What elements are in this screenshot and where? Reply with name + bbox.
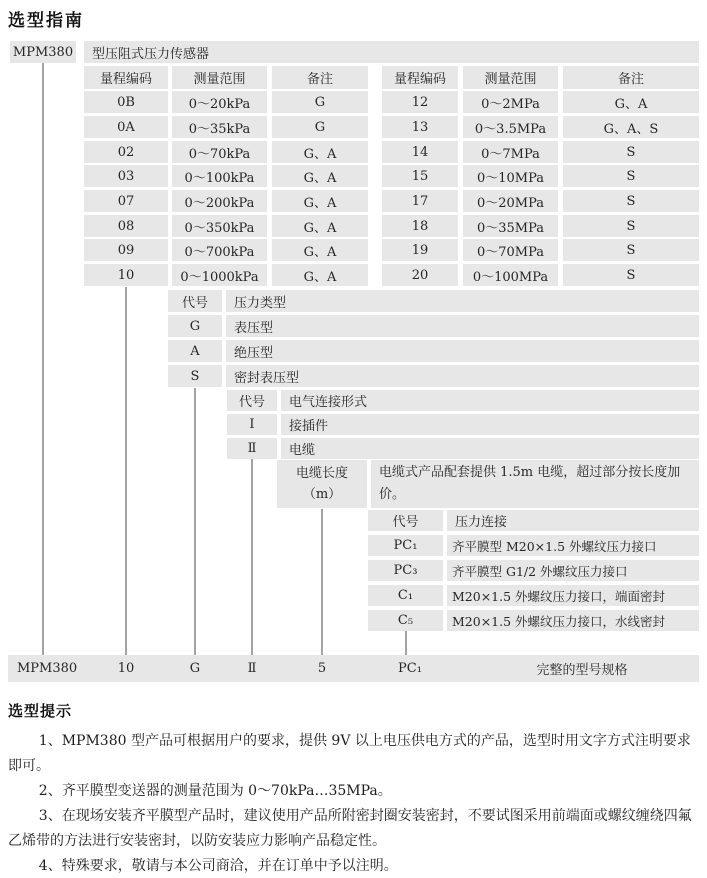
tip-paragraph: 2、齐平膜型变送器的测量范围为 0～70kPa…35MPa。	[38, 783, 392, 799]
tip-paragraph: 4、特殊要求，敬请与本公司商洽，并在订单中予以注明。	[38, 858, 398, 874]
range-code-cell: 0B	[84, 91, 168, 113]
range-value-cell: 0～7MPa	[463, 141, 558, 163]
connector-line	[321, 509, 323, 655]
example-pressure-type: G	[189, 661, 201, 676]
range-code-cell: 07	[84, 190, 168, 212]
tips-title: 选型提示	[8, 702, 73, 720]
electrical-label: 接插件	[281, 414, 699, 435]
range-value-cell: 0～100MPa	[463, 264, 558, 286]
range-value-cell: 0～70kPa	[172, 141, 267, 163]
cable-length-label-cell	[277, 460, 367, 508]
range-code-cell: 15	[382, 165, 458, 187]
connector-line	[42, 63, 44, 655]
pressure-type-label: 绝压型	[226, 340, 699, 362]
electrical-code: Ⅰ	[227, 414, 277, 435]
range-code-cell: 0A	[84, 116, 168, 138]
electrical-code-header: 代号	[227, 390, 277, 411]
selection-tips	[8, 700, 699, 878]
example-cable-length: 5	[317, 661, 327, 676]
connection-label: M20×1.5 外螺纹压力接口，端面密封	[447, 585, 699, 606]
connection-code-header: 代号	[368, 510, 443, 531]
range-value-cell: 0～3.5MPa	[463, 116, 558, 138]
note-cell: G、A	[272, 215, 368, 237]
note-cell: G、A、S	[563, 116, 699, 138]
electrical-label: 电缆	[281, 438, 699, 459]
electrical-code: Ⅱ	[227, 438, 277, 459]
range-code-cell: 19	[382, 239, 458, 261]
connection-code: C₅	[368, 610, 443, 631]
connector-line	[194, 388, 196, 655]
range-value-cell: 0～10MPa	[463, 165, 558, 187]
range-code-cell: 12	[382, 91, 458, 113]
column-header-range-code: 量程编码	[84, 66, 168, 89]
connection-label: 齐平膜型 G1/2 外螺纹压力接口	[447, 560, 699, 581]
column-header-range-code: 量程编码	[382, 66, 458, 89]
connection-code: PC₃	[368, 560, 443, 581]
range-value-cell: 0～1000kPa	[172, 264, 267, 286]
note-cell: S	[563, 165, 699, 187]
note-cell: G、A	[272, 190, 368, 212]
note-cell: S	[563, 190, 699, 212]
connection-label: 齐平膜型 M20×1.5 外螺纹压力接口	[447, 535, 699, 556]
connection-label: M20×1.5 外螺纹压力接口，水线密封	[447, 610, 699, 631]
pressure-type-code: G	[168, 315, 222, 337]
note-cell: G	[272, 91, 368, 113]
note-cell: S	[563, 239, 699, 261]
example-label: 完整的型号规格	[536, 663, 628, 678]
example-model: MPM380	[17, 661, 78, 676]
range-value-cell: 0～200kPa	[172, 190, 267, 212]
note-cell: S	[563, 264, 699, 286]
example-range-code: 10	[117, 661, 135, 676]
range-value-cell: 0～20MPa	[463, 190, 558, 212]
pressure-type-label: 密封表压型	[226, 365, 699, 387]
range-value-cell: 0～100kPa	[172, 165, 267, 187]
range-code-cell: 20	[382, 264, 458, 286]
column-header-range: 测量范围	[172, 66, 267, 89]
page-title: 选型指南	[8, 11, 84, 31]
note-cell: G、A	[272, 165, 368, 187]
note-cell: G、A	[272, 141, 368, 163]
note-cell: S	[563, 141, 699, 163]
range-code-cell: 13	[382, 116, 458, 138]
range-code-cell: 08	[84, 215, 168, 237]
cable-length-description: 电缆式产品配套提供 1.5m 电缆，超过部分按长度加价。	[371, 460, 699, 508]
example-electrical: Ⅱ	[247, 661, 257, 676]
pressure-type-label: 表压型	[226, 315, 699, 337]
range-value-cell: 0～35kPa	[172, 116, 267, 138]
note-cell: G、A	[563, 91, 699, 113]
range-value-cell: 0～700kPa	[172, 239, 267, 261]
electrical-header: 电气连接形式	[281, 390, 699, 411]
range-code-cell: 14	[382, 141, 458, 163]
column-header-range: 测量范围	[463, 66, 558, 89]
pressure-type-code: S	[168, 365, 222, 387]
range-code-cell: 18	[382, 215, 458, 237]
model-cell: MPM380	[10, 41, 76, 63]
range-value-cell: 0～35MPa	[463, 215, 558, 237]
range-code-cell: 02	[84, 141, 168, 163]
column-header-note: 备注	[563, 66, 699, 89]
pressure-type-code: A	[168, 340, 222, 362]
tip-paragraph: 3、在现场安装齐平膜型产品时，建议使用产品所附密封圈安装密封，不要试图采用前端面或螺纹缠绕四氟乙烯带的方法进行安装密封，以防安装应力影响产品稳定性。	[8, 808, 692, 849]
range-value-cell: 0～350kPa	[172, 215, 267, 237]
connection-code: PC₁	[368, 535, 443, 556]
connector-line	[251, 459, 253, 655]
range-value-cell: 0～2MPa	[463, 91, 558, 113]
note-cell: G	[272, 116, 368, 138]
range-value-cell: 0～20kPa	[172, 91, 267, 113]
range-code-cell: 03	[84, 165, 168, 187]
column-header-note: 备注	[272, 66, 368, 89]
note-cell: G、A	[272, 239, 368, 261]
connection-header: 压力连接	[447, 510, 699, 531]
connector-line	[125, 287, 127, 655]
connection-code: C₁	[368, 585, 443, 606]
model-description-cell: 型压阻式压力传感器	[84, 41, 699, 63]
note-cell: S	[563, 215, 699, 237]
pressure-type-header: 压力类型	[226, 290, 699, 312]
note-cell: G、A	[272, 264, 368, 286]
range-value-cell: 0～70MPa	[463, 239, 558, 261]
connector-line	[405, 631, 407, 655]
range-code-cell: 17	[382, 190, 458, 212]
cable-length-label: 电缆长度	[295, 466, 348, 481]
range-code-cell: 09	[84, 239, 168, 261]
pressure-type-code-header: 代号	[168, 290, 222, 312]
example-model-row	[8, 655, 699, 682]
range-code-cell: 10	[84, 264, 168, 286]
example-connection: PC₁	[398, 661, 422, 676]
cable-length-unit: （m）	[302, 487, 342, 502]
tip-paragraph: 1、MPM380 型产品可根据用户的要求，提供 9V 以上电压供电方式的产品，选型时用文字方式注明要求即可。	[8, 733, 691, 774]
